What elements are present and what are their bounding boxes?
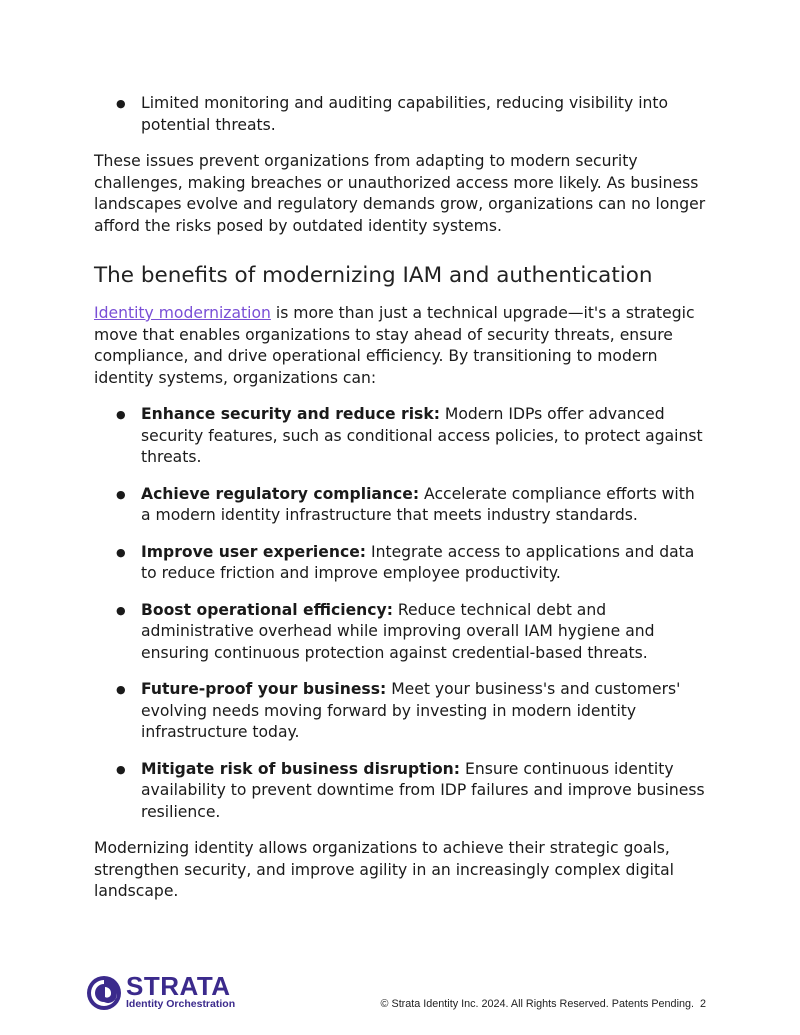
section-paragraph xyxy=(94,303,708,389)
list-item xyxy=(94,484,708,527)
list-item xyxy=(94,404,708,469)
logo-wordmark: STRATA xyxy=(126,971,231,1001)
benefit-text: Ensure continuous identity availability to prevent downtime from IDP failures and improve business resilience. xyxy=(141,759,705,821)
benefit-text: Reduce technical debt and administrative overhead while improving overall IAM hygiene and ensuring continuous protection against credential-based threats. xyxy=(141,600,655,662)
benefit-title: Improve user experience: xyxy=(141,542,367,561)
benefits-list xyxy=(94,404,708,823)
benefit-text: Modern IDPs offer advanced security features, such as conditional access policies, to protect against threats. xyxy=(141,405,703,466)
footer-copyright xyxy=(381,998,706,1010)
benefit-title: Mitigate risk of business disruption: xyxy=(141,759,461,778)
benefit-text: Accelerate compliance efforts with a modern identity infrastructure that meets industry standards. xyxy=(141,484,695,524)
benefit-title: Boost operational efficiency: xyxy=(141,600,393,619)
logo-tagline: Identity Orchestration xyxy=(126,998,236,1010)
section-heading: The benefits of modernizing IAM and authentication xyxy=(94,263,653,288)
benefit-text: Integrate access to applications and data to reduce friction and improve employee productivity. xyxy=(141,542,695,582)
strata-logo xyxy=(86,971,256,1015)
list-item xyxy=(94,679,708,744)
copyright-text: © Strata Identity Inc. 2024. All Rights Reserved. Patents Pending. xyxy=(380,998,694,1010)
benefit-text: Meet your business's and customers' evolving needs moving forward by investing in modern identity infrastructure today. xyxy=(141,680,681,741)
list-item xyxy=(94,600,708,665)
benefit-title: Achieve regulatory compliance: xyxy=(141,484,420,503)
threat-list xyxy=(94,93,708,136)
benefit-title: Enhance security and reduce risk: xyxy=(141,405,440,423)
benefit-title: Future-proof your business: xyxy=(141,680,387,698)
list-item: ● Limited monitoring and auditing capabilities, reducing visibility into potential threats. xyxy=(94,93,708,136)
list-item xyxy=(94,759,708,824)
document-body xyxy=(94,93,708,903)
section-paragraph-text: is more than just a technical upgrade—it's a strategic move that enables organizations to stay ahead of security threats, ensure compliance, and drive operational efficiency. By transitioning to modern identity systems, organizations can: xyxy=(94,304,695,387)
identity-modernization-link[interactable]: Identity modernization xyxy=(94,304,271,322)
page-number: 2 xyxy=(699,998,706,1010)
intro-paragraph: These issues prevent organizations from adapting to modern security challenges, making breaches or unauthorized access more likely. As business landscapes evolve and regulatory demands grow, organizations can no longer afford the risks posed by outdated identity systems. xyxy=(94,152,706,235)
strata-swirl-icon xyxy=(86,975,122,1011)
closing-paragraph: Modernizing identity allows organizations to achieve their strategic goals, strengthen security, and improve agility in an increasingly complex digital landscape. xyxy=(94,839,674,900)
list-item xyxy=(94,542,708,585)
